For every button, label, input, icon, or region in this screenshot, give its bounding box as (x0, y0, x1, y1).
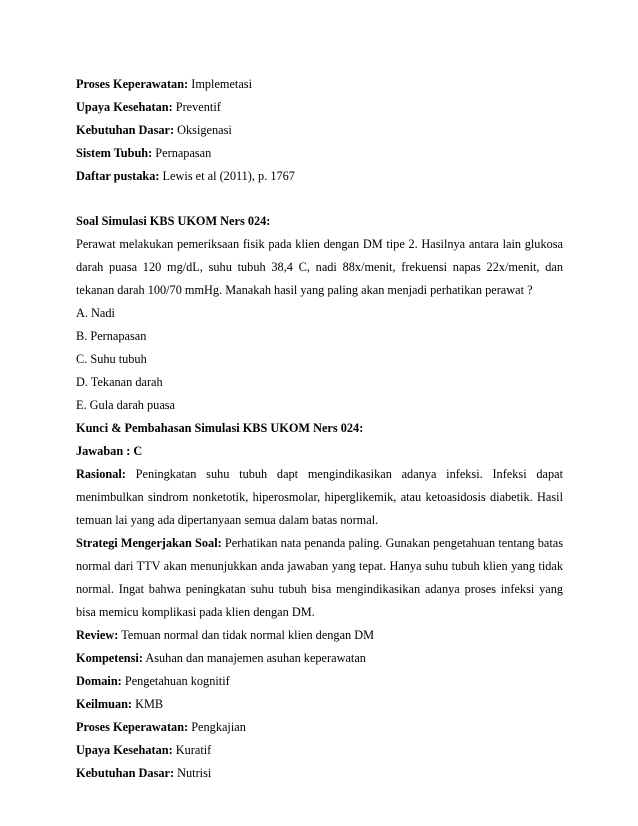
answer-key: Jawaban : C (76, 444, 143, 458)
document-content (76, 73, 563, 785)
option-a: A. Nadi (76, 306, 115, 320)
meta-keilmuan: Keilmuan: KMB (76, 697, 164, 711)
meta-kompetensi: Kompetensi: Asuhan dan manajemen asuhan keperawatan (76, 651, 366, 665)
answer-title: Kunci & Pembahasan Simulasi KBS UKOM Ners 024: (76, 421, 364, 435)
option-e: E. Gula darah puasa (76, 398, 176, 412)
meta-review: Review: Temuan normal dan tidak normal klien dengan DM (76, 628, 375, 642)
question-stem: Perawat melakukan pemeriksaan fisik pada klien dengan DM tipe 2. Hasilnya antara lain glukosa darah puasa 120 mg/dL, suhu tubuh 38,4 C, nadi 88x/menit, frekuensi napas 22x/menit, dan tekanan darah 100/70 mmHg. Manakah hasil yang paling akan menjadi perhatikan perawat ? (76, 237, 563, 297)
option-d: D. Tekanan darah (76, 375, 163, 389)
meta-proses-keperawatan-2: Proses Keperawatan: Pengkajian (76, 720, 246, 734)
meta-kebutuhan-dasar-2: Kebutuhan Dasar: Nutrisi (76, 766, 212, 780)
answer-strategi: Strategi Mengerjakan Soal: Perhatikan nata penanda paling. Gunakan pengetahuan tentang batas normal dari TTV akan menunjukkan anda jawaban yang tepat. Hanya suhu tubuh klien yang tidak normal. Ingat bahwa peningkatan suhu tubuh bisa mengindikasikan adanya proses infeksi yang bisa memicu komplikasi pada klien dengan DM. (76, 536, 564, 619)
meta-daftar-pustaka: Daftar pustaka: Lewis et al (2011), p. 1767 (76, 169, 295, 183)
meta-proses-keperawatan: Proses Keperawatan: Implemetasi (76, 77, 253, 91)
option-b: B. Pernapasan (76, 329, 147, 343)
section-gap (76, 188, 563, 210)
meta-upaya-kesehatan: Upaya Kesehatan: Preventif (76, 100, 221, 114)
meta-sistem-tubuh: Sistem Tubuh: Pernapasan (76, 146, 212, 160)
option-c: C. Suhu tubuh (76, 352, 147, 366)
meta-domain: Domain: Pengetahuan kognitif (76, 674, 230, 688)
meta-upaya-kesehatan-2: Upaya Kesehatan: Kuratif (76, 743, 212, 757)
question-title: Soal Simulasi KBS UKOM Ners 024: (76, 214, 271, 228)
answer-rasional: Rasional: Peningkatan suhu tubuh dapt mengindikasikan adanya infeksi. Infeksi dapat menimbulkan sindrom nonketotik, hiperosmolar, hiperglikemik, atau ketoasidosis diabetik. Hasil temuan lai yang ada dipertanyaan semua dalam batas normal. (76, 467, 563, 527)
meta-kebutuhan-dasar: Kebutuhan Dasar: Oksigenasi (76, 123, 232, 137)
